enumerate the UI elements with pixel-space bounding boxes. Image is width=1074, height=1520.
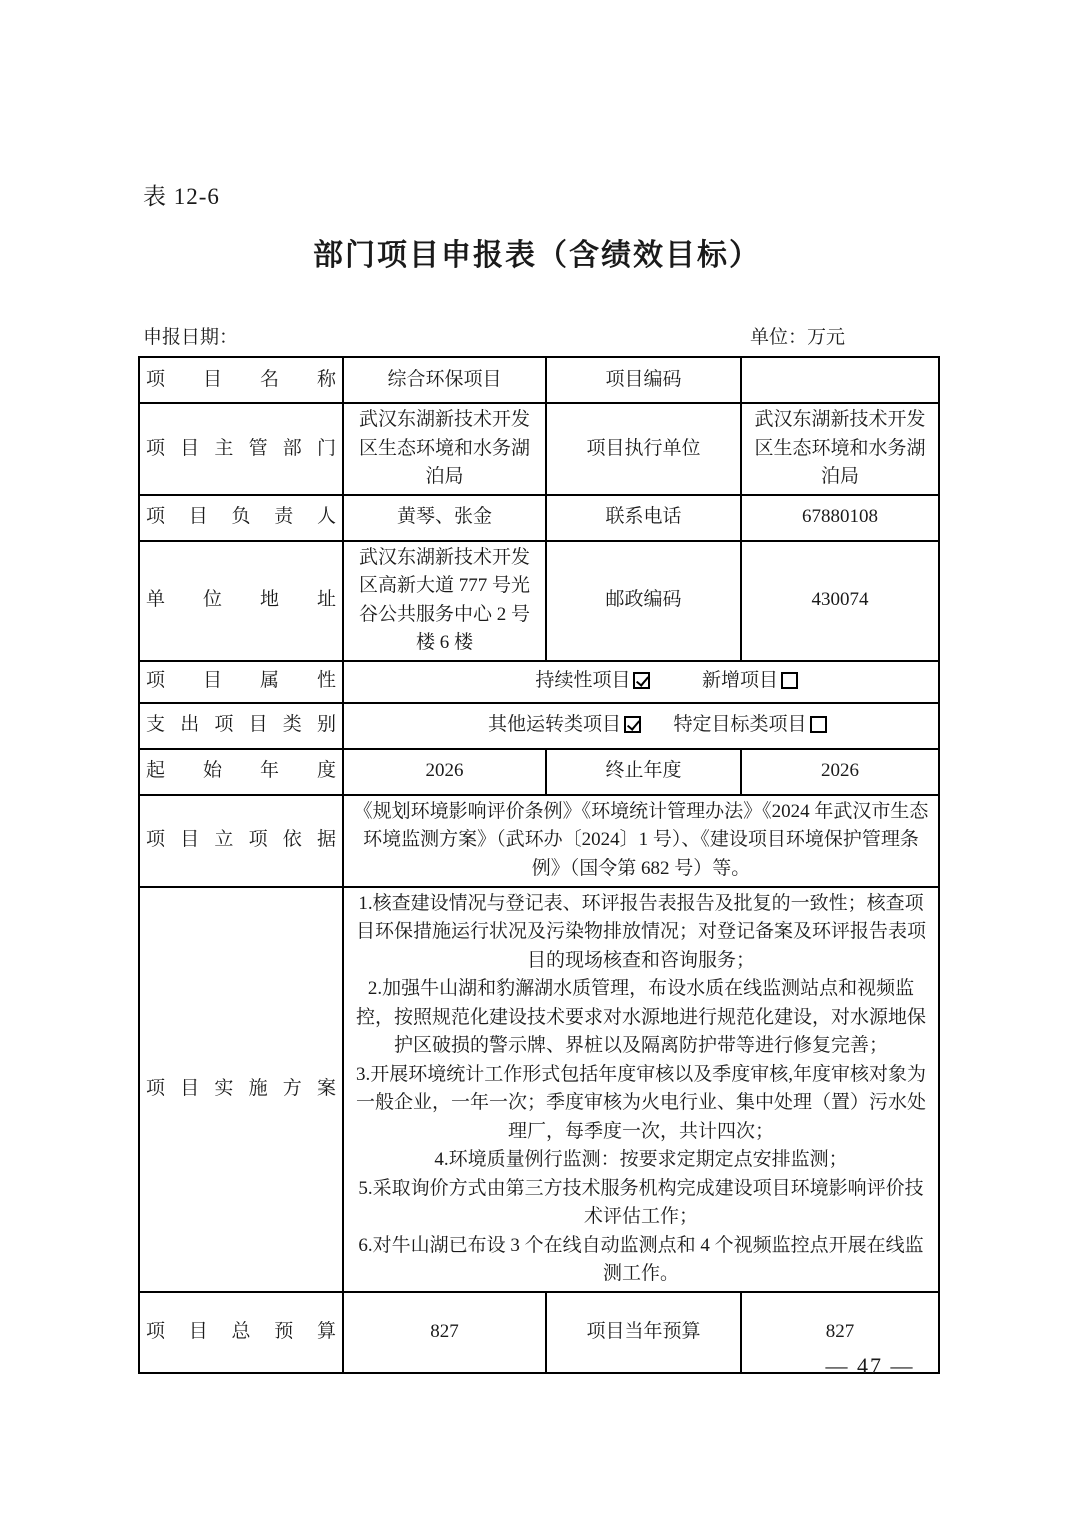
implementation-plan-item: 3.开展环境统计工作形式包括年度审核以及季度审核,年度审核对象为一般企业，一年一次；季度审核为火电行业、集中处理（置）污水处理厂，每季度一次，共计四次； [355, 1063, 926, 1142]
application-form-table [138, 356, 940, 1374]
current-year-budget-value: 827 [741, 1292, 939, 1373]
project-leader-value: 黄琴、张金 [343, 495, 546, 541]
executing-unit-label: 项目执行单位 [546, 403, 741, 495]
specific-target-option [673, 711, 826, 740]
supervising-department-label: 项目主管部门 [139, 403, 343, 495]
expenditure-category-options [343, 703, 939, 749]
supervising-department-value: 武汉东湖新技术开发区生态环境和水务湖泊局 [343, 403, 546, 495]
continuing-project-checkbox-icon [633, 672, 650, 689]
executing-unit-value: 武汉东湖新技术开发区生态环境和水务湖泊局 [741, 403, 939, 495]
contact-phone-value: 67880108 [741, 495, 939, 541]
end-year-label: 终止年度 [546, 749, 741, 795]
continuing-project-option [484, 667, 702, 696]
project-code-value [741, 357, 939, 403]
implementation-plan-value [343, 887, 939, 1292]
implementation-plan-item: 4.环境质量例行监测：按要求定期定点安排监测； [434, 1149, 848, 1170]
implementation-plan-item: 2.加强牛山湖和豹澥湖水质管理，布设水质在线监测站点和视频监控，按照规范化建设技术要求对水源地进行规范化建设，对水源地保护区破损的警示牌、界桩以及隔离防护带等进行修复完善； [355, 978, 926, 1056]
new-project-option [702, 667, 798, 696]
table-number-caption: 表 12-6 [143, 184, 220, 209]
project-leader-label: 项目负责人 [139, 495, 343, 541]
total-budget-label: 项目总预算 [139, 1292, 343, 1373]
contact-phone-label: 联系电话 [546, 495, 741, 541]
table-row [139, 661, 939, 703]
total-budget-value: 827 [343, 1292, 546, 1373]
project-code-label: 项目编码 [546, 357, 741, 403]
table-row [139, 795, 939, 887]
continuing-project-option-label: 持续性项目 [535, 670, 631, 692]
start-year-value: 2026 [343, 749, 546, 795]
other-operational-option [455, 711, 673, 740]
unit-label: 单位：万元 [750, 327, 846, 348]
table-row [139, 403, 939, 495]
project-basis-value: 《规划环境影响评价条例》《环境统计管理办法》《2024 年武汉市生态环境监测方案》（武环办〔2024〕1 号）、《建设项目环境保护管理条例》（国令第 682 号）等。 [343, 795, 939, 887]
specific-target-option-label: 特定目标类项目 [673, 714, 807, 736]
table-row [139, 541, 939, 661]
declare-date-label: 申报日期： [143, 327, 239, 348]
project-attribute-label: 项目属性 [139, 661, 343, 703]
expenditure-category-label: 支出项目类别 [139, 703, 343, 749]
unit-address-label: 单位地址 [139, 541, 343, 661]
implementation-plan-label: 项目实施方案 [139, 887, 343, 1292]
new-project-option-label: 新增项目 [701, 670, 778, 692]
end-year-value: 2026 [741, 749, 939, 795]
other-operational-option-label: 其他运转类项目 [487, 714, 621, 736]
new-project-checkbox-icon [781, 672, 798, 689]
postal-code-label: 邮政编码 [546, 541, 741, 661]
specific-target-checkbox-icon [810, 716, 827, 733]
page-number: — 47 — [825, 1353, 915, 1378]
project-name-value: 综合环保项目 [343, 357, 546, 403]
project-attribute-options [343, 661, 939, 703]
start-year-label: 起始年度 [139, 749, 343, 795]
table-row [139, 495, 939, 541]
implementation-plan-item: 6.对牛山湖已布设 3 个在线自动监测点和 4 个视频监控点开展在线监测工作。 [358, 1234, 924, 1284]
implementation-plan-item: 5.采取询价方式由第三方技术服务机构完成建设项目环境影响评价技术评估工作； [358, 1177, 924, 1227]
unit-address-value: 武汉东湖新技术开发区高新大道 777 号光谷公共服务中心 2 号楼 6 楼 [343, 541, 546, 661]
table-row [139, 703, 939, 749]
current-year-budget-label: 项目当年预算 [546, 1292, 741, 1373]
postal-code-value: 430074 [741, 541, 939, 661]
other-operational-checkbox-icon [624, 716, 641, 733]
table-row [139, 887, 939, 1292]
project-basis-label: 项目立项依据 [139, 795, 343, 887]
table-row [139, 749, 939, 795]
implementation-plan-item: 1.核查建设情况与登记表、环评报告表报告及批复的一致性；核查项目环保措施运行状况及污染物排放情况；对登记备案及环评报告表项目的现场核查和咨询服务； [355, 892, 926, 971]
project-name-label: 项目名称 [139, 357, 343, 403]
table-row [139, 357, 939, 403]
document-title: 部门项目申报表（含绩效目标） [313, 239, 761, 272]
